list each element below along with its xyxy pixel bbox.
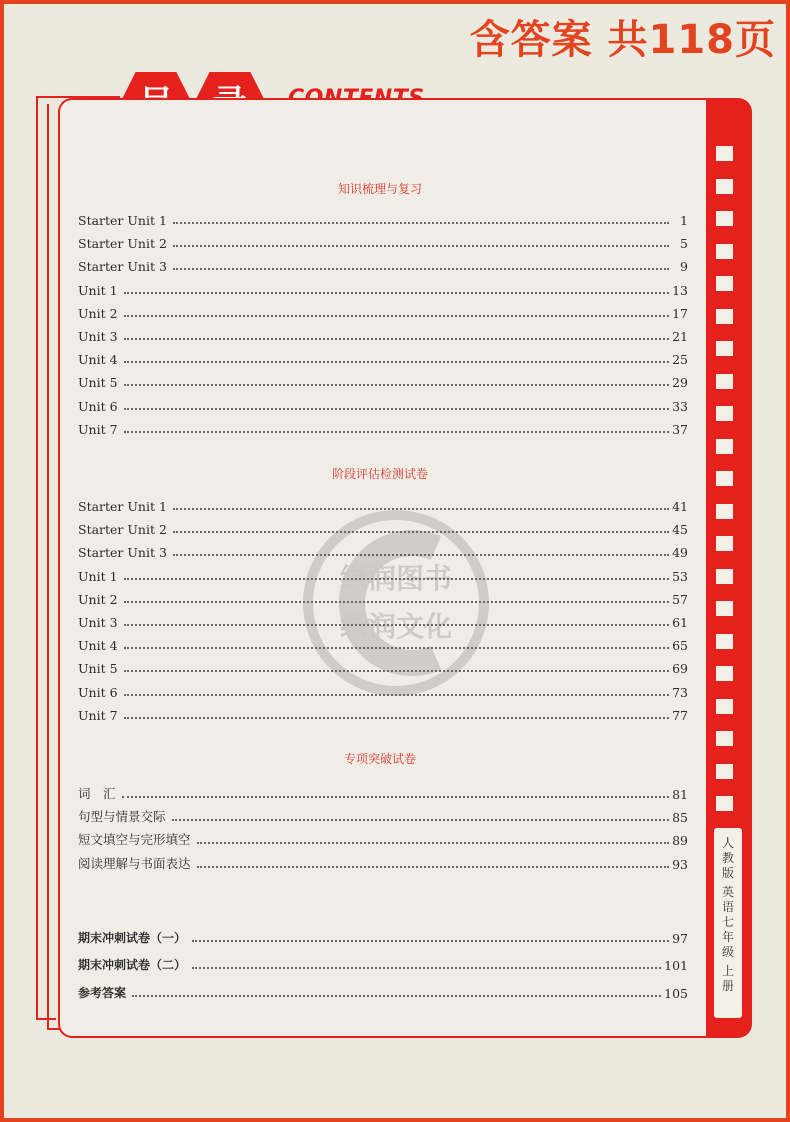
toc-entry-label: Unit 6 [78,684,118,700]
toc-entry[interactable] [78,566,688,584]
toc-entry[interactable] [78,233,688,251]
binding-hole [716,146,733,161]
watermark-text: 绿润图书 [339,562,453,595]
toc-entry-label: Unit 5 [78,375,118,391]
toc-entry-label: Unit 4 [78,352,118,368]
toc-entry[interactable] [78,682,688,700]
toc-entry[interactable] [78,928,688,946]
outer-border-line [47,104,49,1028]
binding-hole [716,179,733,194]
spine-label [714,828,742,1018]
toc-entry-page: 89 [672,833,688,849]
binding-hole [716,309,733,324]
toc-entry[interactable] [78,542,688,560]
leader-dots [124,291,669,294]
toc-entry-label: 期末冲刺试卷（一） [78,931,187,945]
binding-hole [716,504,733,519]
leader-dots [124,600,669,603]
toc-entry-label: 词 汇 [78,786,116,801]
promo-banner: 含答案 共118页 [469,17,776,63]
spine-char: 七 [721,915,734,929]
toc-entry-page: 97 [672,931,688,946]
toc-entry[interactable] [78,635,688,653]
toc-entry-label: Unit 7 [78,707,118,723]
binding-hole [716,276,733,291]
leader-dots [124,360,669,363]
toc-entry-label: 句型与情景交际 [78,809,166,825]
toc-entry-label: Unit 2 [78,305,118,321]
toc-entry-page: 21 [672,329,688,344]
toc-entry[interactable] [78,830,688,848]
binding-hole [716,699,733,714]
toc-entry[interactable] [78,256,688,274]
binding-hole [716,796,733,811]
toc-entry-page: 29 [672,375,688,391]
toc-entry-label: Starter Unit 3 [78,545,167,561]
spine-char: 教 [721,851,734,865]
toc-entry[interactable] [78,303,688,321]
toc-entry-label: Starter Unit 2 [78,522,167,538]
binding-hole [716,731,733,746]
leader-dots [173,221,669,224]
leader-dots [172,818,669,821]
toc-entry[interactable] [78,807,688,825]
toc-entry-page: 33 [672,398,688,414]
binding-hole [716,634,733,649]
spine-char: 册 [721,979,734,993]
toc-entry[interactable] [78,589,688,607]
leader-dots [124,623,669,626]
toc-entry[interactable] [78,280,688,298]
leader-dots [124,337,669,340]
leader-dots [124,430,669,433]
toc-entry-label: Unit 3 [78,329,118,344]
toc-entry-label: Starter Unit 2 [78,236,167,252]
section-title: 专项突破试卷 [343,752,416,766]
toc-entry-page: 49 [672,545,688,561]
toc-entry-page: 17 [672,305,688,321]
leader-dots [124,669,669,672]
toc-entry[interactable] [78,372,688,390]
toc-entry[interactable] [78,396,688,414]
toc-entry-page: 73 [672,684,688,700]
outer-border-line [36,96,38,1018]
toc-entry-label: Unit 5 [78,661,118,677]
spine-char: 版 [721,866,734,880]
toc-entry-label: Starter Unit 1 [78,213,167,228]
toc-entry-page: 13 [672,282,688,298]
toc-entry[interactable] [78,496,688,514]
toc-entry-label: Unit 4 [78,638,118,654]
toc-entry-label: Unit 1 [78,568,118,584]
binding-hole [716,374,733,389]
section-title: 阶段评估检测试卷 [331,467,428,481]
toc-entry-label: Unit 1 [78,282,118,298]
toc-entry[interactable] [78,658,688,676]
toc-entry-page: 9 [680,259,688,275]
toc-entry-label: 期末冲刺试卷（二） [78,958,187,972]
spine-char: 年 [721,930,734,944]
binding-hole [716,666,733,681]
toc-entry-label: Starter Unit 3 [78,259,167,275]
toc-entry-page: 1 [680,213,688,228]
spine-char: 级 [721,945,734,959]
toc-entry-page: 101 [664,958,688,973]
spine-char: 人 [721,836,734,850]
toc-entry-label: Unit 6 [78,398,118,414]
leader-dots [122,795,669,798]
toc-entry-page: 77 [672,707,688,723]
toc-entry-label: Unit 3 [78,615,118,630]
toc-entry-page: 81 [672,787,688,802]
toc-entry[interactable] [78,784,688,802]
leader-dots [173,507,669,510]
toc-entry-page: 5 [680,236,688,252]
binding-hole [716,341,733,356]
toc-entry-label: 短文填空与完形填空 [78,832,191,848]
binding-hole [716,244,733,259]
binding-hole [716,406,733,421]
binding-hole [716,569,733,584]
toc-entry-page: 61 [672,615,688,630]
binding-hole [716,536,733,551]
toc-entry[interactable] [78,519,688,537]
binding-hole [716,601,733,616]
leader-dots [197,841,669,844]
toc-entry[interactable] [78,612,688,630]
toc-entry-page: 65 [672,638,688,654]
watermark-text: 绿润文化 [339,610,453,643]
toc-entry-label: 参考答案 [78,986,127,1000]
toc-entry-page: 85 [672,810,688,826]
leader-dots [173,553,669,556]
leader-dots [192,939,669,942]
toc-entry-page: 69 [672,661,688,677]
section-title: 知识梳理与复习 [337,182,422,196]
toc-entry-page: 105 [664,986,688,1001]
leader-dots [124,577,669,580]
toc-entry-page: 37 [672,421,688,437]
toc-entry-label: 阅读理解与书面表达 [78,855,191,871]
toc-entry[interactable] [78,210,688,228]
leader-dots [124,693,669,696]
leader-dots [173,244,669,247]
toc-entry-page: 45 [672,522,688,538]
binding-hole [716,471,733,486]
leader-dots [197,865,669,868]
toc-entry-label: Unit 7 [78,421,118,437]
leader-dots [173,530,669,533]
toc-entry-page: 25 [672,352,688,368]
toc-entry-label: Starter Unit 1 [78,499,167,514]
leader-dots [132,994,661,997]
leader-dots [124,383,669,386]
toc-entry-page: 53 [672,568,688,584]
spine-char: 语 [721,900,734,914]
binding-hole [716,211,733,226]
toc-entry[interactable] [78,854,688,872]
spine-char: 上 [721,964,734,978]
leader-dots [124,314,669,317]
spine-char: 英 [721,885,734,899]
leader-dots [124,407,669,410]
toc-entry-page: 93 [672,856,688,872]
toc-entry-page: 57 [672,591,688,607]
toc-entry[interactable] [78,955,688,973]
binding-hole [716,439,733,454]
toc-entry[interactable] [78,705,688,723]
toc-entry[interactable] [78,326,688,344]
leader-dots [124,646,669,649]
toc-entry-page: 41 [672,499,688,514]
toc-entry[interactable] [78,983,688,1001]
toc-entry[interactable] [78,419,688,437]
binding-hole [716,764,733,779]
outer-border-bottom [36,1018,56,1020]
leader-dots [124,716,669,719]
toc-entry[interactable] [78,349,688,367]
leader-dots [192,966,661,969]
toc-entry-label: Unit 2 [78,591,118,607]
leader-dots [173,267,669,270]
